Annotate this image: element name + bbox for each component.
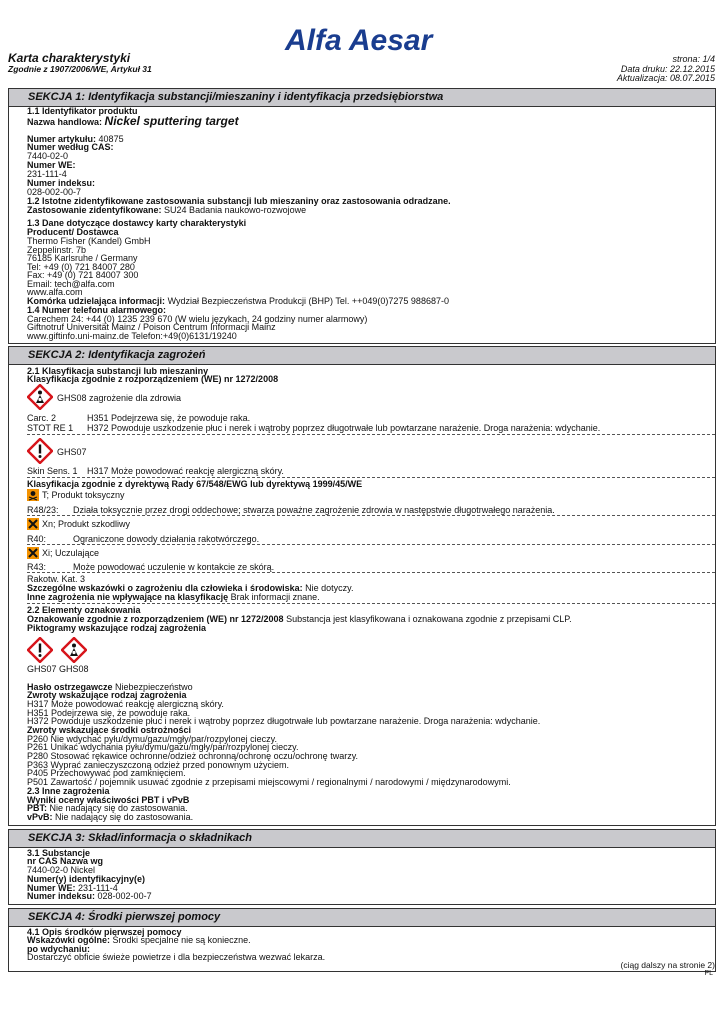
cas-row: 7440-02-0 Nickel [27,865,96,875]
p280: P280 Stosować rękawice ochronne/odzież ochronną/ochronę oczu/ochronę twarzy. [27,751,359,761]
s1-l14: 1.4 Numer telefonu alarmowego: [27,305,167,315]
stot-h: H372 Powoduje uszkodzenie płuc i nerek i wątroby poprzez długotrwałe lub powtarzane narażenie. Droga narażenia: wdychanie. [87,423,601,433]
section-1-title: SEKCJA 1: Identyfikacja substancji/mieszaniny i identyfikacja przedsiębiorstwa [8,88,716,107]
t-label: T; Produkt toksyczny [42,490,125,500]
pictogram-label: Piktogramy wskazujące rodzaj zagrożenia [27,623,207,633]
divider [27,603,715,604]
emergency-3: www.giftinfo.uni-mainz.de Telefon:+49(0)6131/19240 [27,331,237,341]
ghs08-text: GHS08 zagrożenie dla zdrowia [57,393,182,403]
hazard-statements-label: Zwroty wskazujące rodzaj zagrożenia [27,690,187,700]
we-value: 231-111-4 [27,169,67,179]
page-number: strona: 1/4 [672,54,715,64]
r43-code: R43: [27,562,47,572]
labelling-value: Substancja jest klasyfikowana i oznakowana zgodnie z przepisami CLP. [286,614,572,624]
r40-text: Ograniczone dowody działania rakotwórczego. [73,534,260,544]
doc-title: Karta charakterystyki [8,51,131,65]
rakotw: Rakotw. Kat. 3 [27,574,86,584]
trade-name [27,114,239,128]
xn-label: Xn; Produkt szkodliwy [42,519,131,529]
s2-l23: 2.3 Inne zagrożenia [27,786,110,796]
address-2: Zeppelinstr. 7b [27,245,87,255]
cas-value: 7440-02-0 [27,151,69,161]
p405: P405 Przechowywać pod zamknięciem. [27,768,186,778]
logo-text: Alfa Aesar [285,24,433,55]
irritant-x-icon [27,547,39,559]
ghs07-exclamation-icon [27,438,53,464]
p260: P260 Nie wdychać pyłu/dymu/gazu/mgły/par/rozpylonej cieczy. [27,734,277,744]
cas-label: Numer według CAS: [27,142,114,152]
pbt-label: Wyniki oceny właściwości PBT i vPvB [27,795,190,805]
section-4-title: SEKCJA 4: Środki pierwszej pomocy [8,908,716,927]
vpvb-key: vPvB: [27,812,53,822]
p501: P501 Zawartość / pojemnik usuwać zgodnie z przepisami miejscowymi / regionalnymi / narodowymi / międzynarodowymi. [27,777,511,787]
labelling-label: Oznakowanie zgodnie z rozporządzeniem (WE) nr 1272/2008 [27,614,284,624]
ghs07-text: GHS07 [57,447,87,457]
info-value: Wydział Bezpieczeństwa Produkcji (BHP) Tel. ++049(0)7275 988687-0 [167,296,449,306]
h351: H351 Podejrzewa się, że powoduje raka. [27,708,191,718]
idx-label: Numer indeksu: [27,178,96,188]
idx-value: 028-002-00-7 [27,187,82,197]
alfa-aesar-logo [283,23,453,55]
supplier-label: Producent/ Dostawca [27,227,119,237]
use-value: SU24 Badania naukowo-rozwojowe [164,205,307,215]
r40-code: R40: [27,534,47,544]
carc-code: Carc. 2 [27,413,57,423]
signal-label: Hasło ostrzegawcze [27,682,113,692]
use-identified [27,206,306,215]
we-label: Numer WE: [27,160,76,170]
s3-idx [27,892,152,901]
pbt-value: Nie nadający się do zastosowania. [49,803,188,813]
h317: H317 Może powodować reakcję alergiczną skóry. [27,699,224,709]
address-3: 76185 Karlsruhe / Germany [27,253,138,263]
emergency-1: Carechem 24: +44 (0) 1235 239 670 (W wielu językach, 24 godziny numer alarmowy) [27,314,368,324]
logo [283,23,453,55]
xi-label: Xi; Uczulające [42,548,100,558]
general-value: Środki specjalne nie są konieczne. [112,935,251,945]
precaution-label: Zwroty wskazujące środki ostrożności [27,725,192,735]
p363: P363 Wyprać zanieczyszczoną odzież przed ponownym użyciem. [27,760,290,770]
general-label: Wskazówki ogólne: [27,935,111,945]
divider [27,434,715,435]
harmful-x-icon [27,518,39,530]
other-value: Brak informacji znane. [230,592,320,602]
carc-h: H351 Podejrzewa się, że powoduje raka. [87,413,251,423]
s2-l21b: Klasyfikacja zgodnie z rozporządzeniem (WE) nr 1272/2008 [27,374,279,384]
s1-l11: 1.1 Identyfikator produktu [27,106,138,116]
address-tel: Tel: +49 (0) 721 84007 280 [27,262,135,272]
section-2-title: SEKCJA 2: Identyfikacja zagrożeń [8,346,716,365]
other-hazards [27,593,320,602]
s1-l12: 1.2 Istotne zidentyfikowane zastosowania substancji lub mieszaniny oraz zastosowania odradzane. [27,196,451,206]
ghs08-health-hazard-icon [61,637,87,663]
divider [27,544,715,545]
language-code: PL [704,970,713,977]
s2-l21: 2.1 Klasyfikacja substancji lub mieszaniny [27,366,209,376]
ids-label: Numer(y) identyfikacyjny(e) [27,874,146,884]
print-date: Data druku: 22.12.2015 [620,64,715,74]
vpvb [27,813,193,822]
s3-we-value: 231-111-4 [78,883,118,893]
s3-idx-value: 028-002-00-7 [97,891,152,901]
sens-h: H317 Może powodować reakcję alergiczną skóry. [87,466,284,476]
divider [27,572,715,573]
divider [27,515,715,516]
address-1: Thermo Fisher (Kandel) GmbH [27,236,151,246]
stot-code: STOT RE 1 [27,423,74,433]
vpvb-value: Nie nadający się do zastosowania. [55,812,194,822]
r48-text: Działa toksycznie przez drogi oddechowe; stwarza poważne zagrożenie zdrowia w następstwie długotrwałego narażenia. [73,505,555,515]
inhalation-label: po wdychaniu: [27,944,90,954]
cas-header: nr CAS Nazwa wg [27,856,104,866]
continued-note: (ciąg dalszy na stronie 2) [620,960,715,970]
use-label: Zastosowanie zidentyfikowane: [27,205,162,215]
special-label: Szczególne wskazówki o zagrożeniu dla człowieka i środowiska: [27,583,303,593]
h372: H372 Powoduje uszkodzenie płuc i nerek i wątroby poprzez długotrwałe lub powtarzane narażenie. Droga narażenia: wdychanie. [27,716,541,726]
art-label: Numer artykułu: [27,134,97,144]
inhalation-value: Dostarczyć obficie świeże powietrze i dla bezpieczeństwa wezwać lekarza. [27,952,326,962]
s3-idx-label: Numer indeksu: [27,891,96,901]
info-label: Komórka udzielająca informacji: [27,296,166,306]
ghs07-exclamation-icon [27,637,53,663]
s3-we-label: Numer WE: [27,883,76,893]
toxic-skull-icon [27,489,39,501]
emergency-2: Giftnotruf Universität Mainz / Poison Centrum Informacji Mainz [27,322,276,332]
address-fax: Fax: +49 (0) 721 84007 300 [27,270,139,280]
directive-title: Klasyfikacja zgodnie z dyrektywą Rady 67/548/EWG lub dyrektywą 1999/45/WE [27,479,363,489]
r43-text: Może powodować uczulenie w kontakcie ze skórą. [73,562,275,572]
special-value: Nie dotyczy. [305,583,354,593]
address-web[interactable]: www.alfa.com [27,287,83,297]
signal-value: Niebezpieczeństwo [115,682,193,692]
s4-l41: 4.1 Opis środków pierwszej pomocy [27,927,182,937]
s2-l22: 2.2 Elementy oznakowania [27,605,141,615]
p261: P261 Unikać wdychania pyłu/dymu/gazu/mgły/par/rozpylonej cieczy. [27,742,299,752]
pbt-key: PBT: [27,803,47,813]
section-3-title: SEKCJA 3: Skład/informacja o składnikach [8,829,716,848]
doc-subtitle: Zgodnie z 1907/2006/WE, Artykuł 31 [8,64,152,74]
divider [27,477,715,478]
sens-code: Skin Sens. 1 [27,466,78,476]
other-label: Inne zagrożenia nie wpływające na klasyfikację [27,592,229,602]
trade-label: Nazwa handlowa: [27,117,103,127]
art-value: 40875 [98,134,124,144]
s1-l13: 1.3 Dane dotyczące dostawcy karty charakterystyki [27,218,247,228]
r48-code: R48/23: [27,505,59,515]
address-email[interactable]: Email: tech@alfa.com [27,279,115,289]
pictogram-codes: GHS07 GHS08 [27,664,89,674]
update-date: Aktualizacja: 08.07.2015 [616,73,715,83]
trade-value: Nickel sputtering target [104,114,239,128]
s3-l31: 3.1 Substancje [27,848,91,858]
ghs08-health-hazard-icon [27,384,53,410]
